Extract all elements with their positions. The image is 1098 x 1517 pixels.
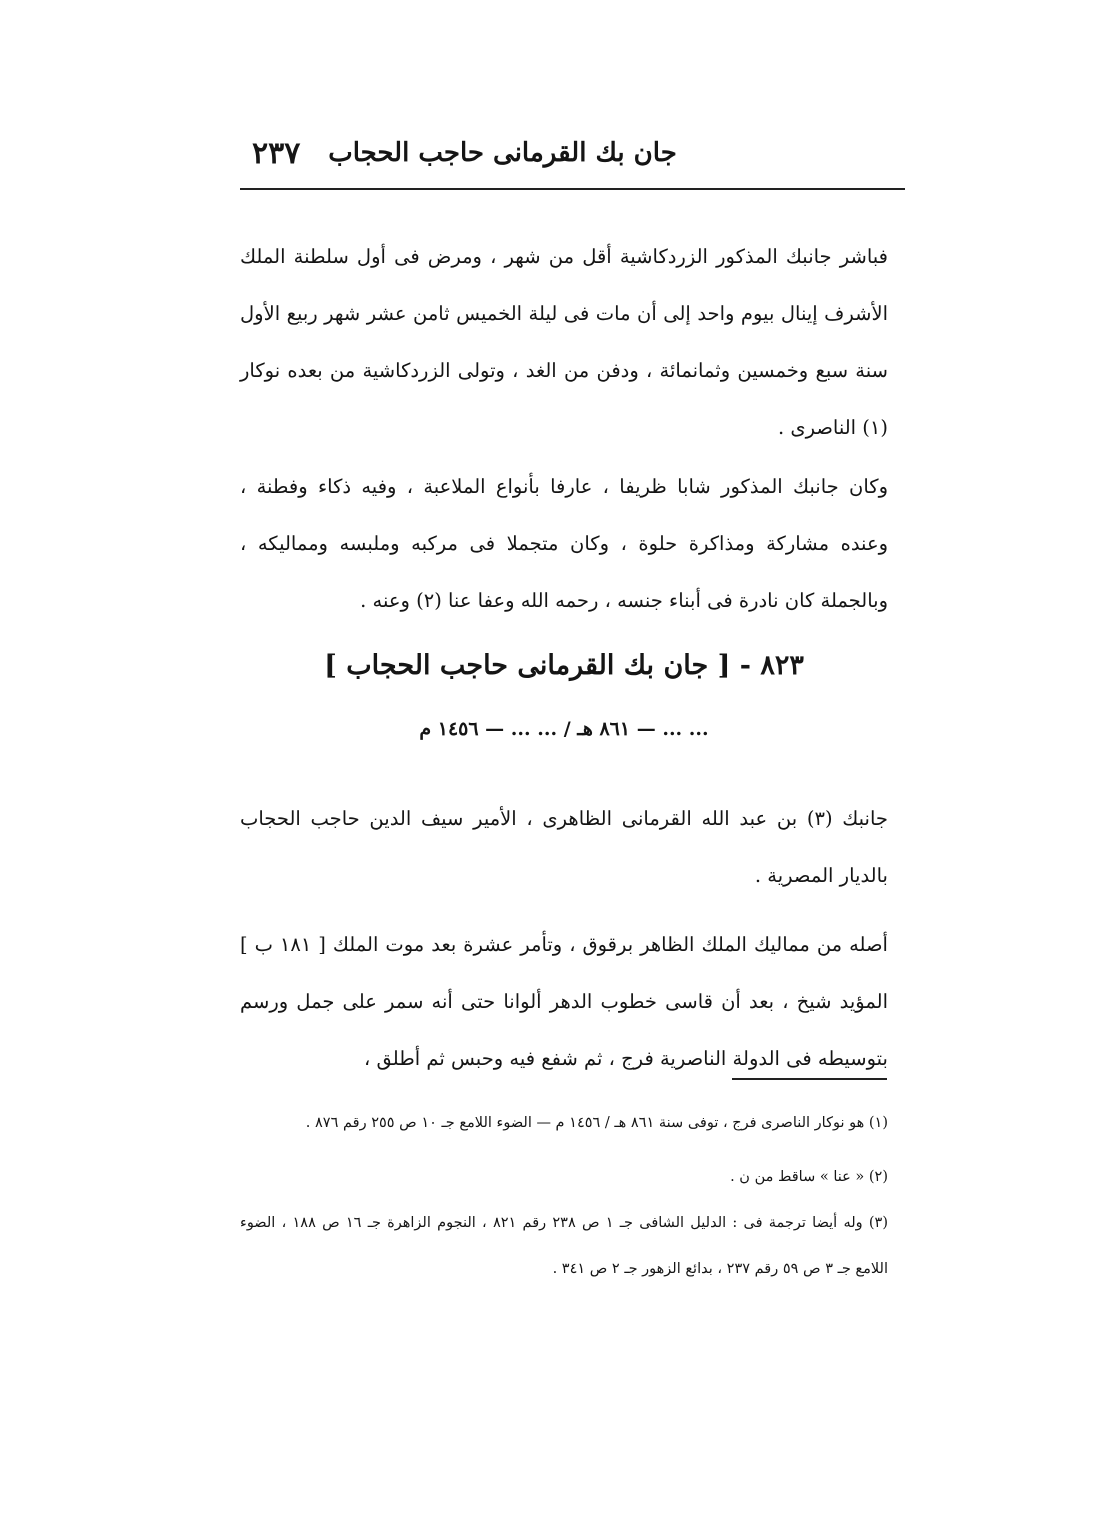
body-paragraph-2: وكان جانبك المذكور شابا ظريفا ، عارفا بأنواع الملاعبة ، وفيه ذكاء وفطنة ، وعنده مشاركة ومذاكرة حلوة ، وكان متجملا فى مركبه وملبسه ومماليكه ، وبالجملة كان نادرة فى أبناء جنسه ، رحمه الله وعفا عنا (٢) وعنه . [240, 474, 888, 612]
entry-heading: ٨٢٣ - [ جان بك القرمانى حاجب الحجاب ] [324, 650, 804, 681]
page-number: ٢٣٧ [252, 136, 301, 171]
footnotes [240, 1100, 888, 1292]
footnote-2: (٢) « عنا » ساقط من ن . [730, 1169, 888, 1185]
running-head [240, 128, 885, 176]
entry-paragraph-1: جانبك (٣) بن عبد الله القرمانى الظاهرى ، الأمير سيف الدين حاجب الحجاب بالديار المصرية . [240, 806, 888, 887]
entry-paragraph-2: أصله من مماليك الملك الظاهر برقوق ، وتأمر عشرة بعد موت الملك [ ١٨١ ب ] المؤيد شيخ ، بعد أن قاسى خطوب الدهر ألوانا حتى أنه سمر على جمل ورسم بتوسيطه فى الدولة الناصرية فرج ، ثم شفع فيه وحبس ثم أطلق ، [240, 932, 888, 1070]
footnote-1: (١) هو نوكار الناصرى فرج ، توفى سنة ٨٦١ هـ / ١٤٥٦ م — الضوء اللامع جـ ١٠ ص ٢٥٥ رقم ٨٧٦ . [305, 1115, 888, 1131]
body-paragraph-1: فباشر جانبك المذكور الزردكاشية أقل من شهر ، ومرض فى أول سلطنة الملك الأشرف إينال بيوم واحد إلى أن مات فى ليلة الخميس ثامن عشر شهر ربيع الأول سنة سبع وخمسين وثمانمائة ، ودفن من الغد ، وتولى الزردكاشية من بعده نوكار (١) الناصرى . [240, 244, 888, 439]
footnote-3: (٣) وله أيضا ترجمة فى : الدليل الشافى جـ ١ ص ٢٣٨ رقم ٨٢١ ، النجوم الزاهرة جـ ١٦ ص ١٨٨ ، الضوء اللامع جـ ٣ ص ٥٩ رقم ٢٣٧ ، بدائع الزهور جـ ٢ ص ٣٤١ . [240, 1215, 889, 1277]
running-head-title: جان بك القرمانى حاجب الحجاب [328, 138, 677, 168]
header-rule [240, 188, 905, 190]
footnote-rule [732, 1078, 887, 1080]
entry-dates: ... ... — ٨٦١ هـ / ... ... — ١٤٥٦ م [419, 718, 709, 740]
